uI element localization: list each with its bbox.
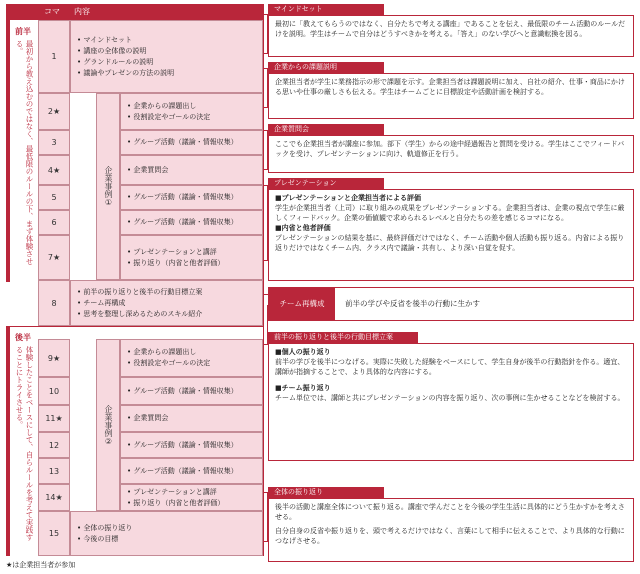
row-items — [120, 93, 263, 130]
panel-kadai-title: 企業からの課題説明 — [268, 62, 384, 73]
row-number: 12 — [38, 432, 70, 458]
panel-shitsumon-text: ここでも企業担当者が講座に参加。部下（学生）からの途中経過報告と質問を受ける。学生はここでフィードバックを受け、プレゼンテーションに向け、軌道修正を行う。 — [275, 140, 625, 158]
row-item: • 振り返り（内省と他者評価） — [127, 258, 262, 269]
row-item: • 前半の振り返りと後半の行動目標立案 — [77, 287, 262, 298]
row-item: • 議論やプレゼンの方法の説明 — [77, 68, 262, 79]
panel-shitsumon-body — [268, 135, 634, 173]
row-item: • 振り返り（内省と他者評価） — [127, 498, 262, 509]
panel-presen-text1: 学生が企業担当者（上司）に取り組みの成果をプレゼンテーションする。企業担当者は、企業の視点で学生に厳しくフィードバック。企業の価値観で求められるレベルと自分たちの差を感じるコマになる。 — [275, 204, 625, 222]
row-number: 3 — [38, 130, 70, 155]
phase-second-bar — [6, 326, 10, 556]
row-item: • 企業からの課題出し — [127, 101, 262, 112]
phase-first-label: 前半 — [15, 27, 31, 36]
row-number: 5 — [38, 185, 70, 210]
panel-zentai-text2: 自分自身の反省や振り返りを、頭で考えるだけではなく、言葉にして相手に伝えることで、より具体的な行動につなげさせる。 — [275, 527, 625, 545]
footnote: ★は企業担当者が参加 — [6, 561, 76, 569]
phase-second-label: 後半 — [15, 333, 31, 342]
row-number: 13 — [38, 458, 70, 484]
row-items — [120, 432, 263, 458]
panel-team-title: チーム再構成 — [269, 288, 335, 320]
phase-first-bar — [6, 20, 10, 282]
row-items — [120, 339, 263, 377]
row-number: 1 — [38, 20, 70, 93]
panel-zentai-body — [268, 498, 634, 562]
panel-zentai-text1: 後半の活動と講座全体について振り返る。講座で学んだことを今後の学生生活に具体的にどう生かすかを考えさせる。 — [275, 503, 625, 521]
row-number: 14★ — [38, 484, 70, 511]
row-number: 2★ — [38, 93, 70, 130]
row-number: 7★ — [38, 235, 70, 280]
row-item: • グランドルールの説明 — [77, 57, 262, 68]
phase-second-desc: 体験したことをベースにして、自らルールを考えて実践することにトライさせる。 — [15, 346, 34, 541]
row-item: • 企業からの課題出し — [127, 347, 262, 358]
row-item: • グループ活動（議論・情報収集） — [127, 192, 262, 203]
panel-kadai-text: 企業担当者が学生に業務指示の形で課題を示す。企業担当者は課題説明に加え、自社の紹介、仕事・商品にかける思いや仕事の厳しさも伝える。学生はチームごとに目標設定や活動計画を検討する。 — [275, 78, 625, 96]
panel-furikaeri-body — [268, 343, 634, 461]
row-item: • グループ活動（議論・情報収集） — [127, 466, 262, 477]
row-item: • 講座の全体像の説明 — [77, 46, 262, 57]
row-item: • 思考を整理し深めるためのスキル紹介 — [77, 309, 262, 320]
row-items — [120, 185, 263, 210]
row-items — [70, 280, 263, 326]
row-item: • 全体の振り返り — [77, 523, 262, 534]
panel-furikaeri-text1: 前半の学びを後半につなげる。実際に失敗した経験をベースにして、学生自身が後半の行動指針を作る。適宜、講師が指摘することで、より具体的な内容にする。 — [275, 358, 625, 376]
row-items — [120, 210, 263, 235]
panel-furikaeri-text2: チーム単位では、講師と共にプレゼンテーションの内容を振り返り、次の事例に生かせることなどを検討する。 — [275, 394, 625, 402]
phase-first-desc: 最初から教え込むのではなく、最低限のルールの下、まず体験させる。 — [15, 40, 34, 265]
phase-divider — [6, 326, 264, 339]
panel-presen-title: プレゼンテーション — [268, 178, 384, 189]
panel-mindset-text: 最初に「教えてもらうのではなく、自分たちで考える講座」であることを伝え、最低限のチーム活動のルールだけを説明。学生はチームで自分はどうすべきかを考える。「答え」のない学びへと意識転換を図る。 — [275, 20, 626, 38]
row-number: 8 — [38, 280, 70, 326]
panel-team — [268, 287, 634, 321]
row-item: • グループ活動（議論・情報収集） — [127, 440, 262, 451]
panel-presen-text2: プレゼンテーションの結果を基に、最終評価だけではなく、チーム活動や個人活動も振り返る。内省による振り返りだけではなくチーム内、クラス内で議論・共有し、より深い自覚を促す。 — [275, 234, 625, 252]
row-number: 6 — [38, 210, 70, 235]
panel-zentai-title: 全体の振り返り — [268, 487, 384, 498]
panel-presen-body — [268, 189, 634, 281]
row-item: • 役割設定やゴールの決定 — [127, 358, 262, 369]
row-item: • チーム再構成 — [77, 298, 262, 309]
row-item: • グループ活動（議論・情報収集） — [127, 137, 262, 148]
group-company-case-2: 企業事例② — [96, 339, 120, 511]
row-number: 9★ — [38, 339, 70, 377]
row-items — [120, 155, 263, 185]
header-koma: コマ — [40, 6, 70, 18]
row-items — [120, 458, 263, 484]
panel-furikaeri-sub2: ■チーム振り返り — [275, 384, 331, 392]
row-items — [70, 511, 263, 556]
panel-presen-sub1: ■プレゼンテーションと企業担当者による評価 — [275, 194, 422, 202]
panel-presen-sub2: ■内省と他者評価 — [275, 224, 331, 232]
row-number: 4★ — [38, 155, 70, 185]
row-number: 10 — [38, 377, 70, 405]
panel-mindset-body — [268, 15, 634, 57]
row-item: • 役割設定やゴールの決定 — [127, 112, 262, 123]
row-items — [120, 377, 263, 405]
row-item: • マインドセット — [77, 35, 262, 46]
row-item: • グループ活動（議論・情報収集） — [127, 386, 262, 397]
row-items — [120, 130, 263, 155]
group-company-case-1: 企業事例① — [96, 93, 120, 280]
row-items — [120, 405, 263, 432]
row-item: • プレゼンテーションと講評 — [127, 487, 262, 498]
header-naiyo: 内容 — [70, 6, 130, 18]
row-items — [120, 484, 263, 511]
panel-furikaeri-sub1: ■個人の振り返り — [275, 348, 331, 356]
panel-mindset-title: マインドセット — [268, 4, 384, 15]
row-number: 11★ — [38, 405, 70, 432]
row-items — [70, 20, 263, 93]
panel-furikaeri-title: 前半の振り返りと後半の行動目標立案 — [268, 332, 418, 343]
panel-team-text: 前半の学びや反省を後半の行動に生かす — [345, 299, 480, 308]
row-item: • 企業質問会 — [127, 165, 262, 176]
row-item: • グループ活動（議論・情報収集） — [127, 217, 262, 228]
row-item: • 企業質問会 — [127, 413, 262, 424]
panel-shitsumon-title: 企業質問会 — [268, 124, 384, 135]
row-item: • プレゼンテーションと講評 — [127, 247, 262, 258]
row-item: • 今後の目標 — [77, 534, 262, 545]
row-number: 15 — [38, 511, 70, 556]
panel-kadai-body — [268, 73, 634, 119]
row-items — [120, 235, 263, 280]
